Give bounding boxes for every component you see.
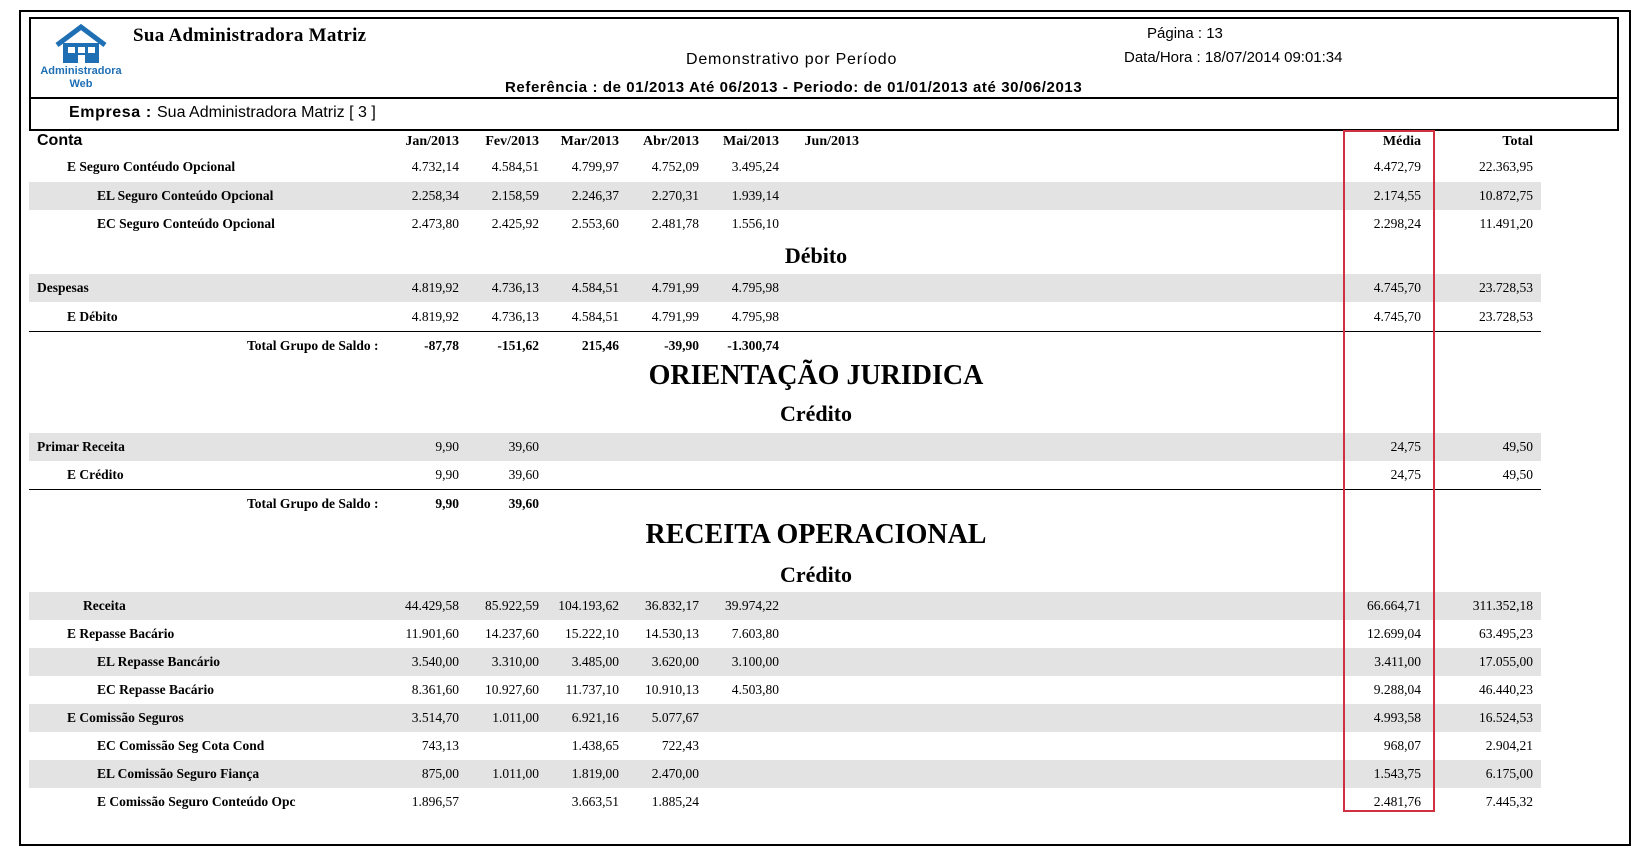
total-fev: 39,60 — [508, 496, 539, 511]
value-abr: 10.910,13 — [645, 682, 699, 697]
value-abr: 722,43 — [661, 738, 699, 753]
account-label: E Repasse Bacário — [67, 626, 175, 641]
value-media: 968,07 — [1383, 738, 1421, 753]
table-row — [29, 274, 1541, 302]
value-total: 23.728,53 — [1479, 280, 1533, 295]
value-jan: 11.901,60 — [405, 626, 459, 641]
value-mar: 6.921,16 — [571, 710, 619, 725]
value-mai: 4.795,98 — [731, 280, 779, 295]
total-mar: 215,46 — [581, 338, 619, 353]
total-fev: -151,62 — [497, 338, 539, 353]
section-heading-debito: Débito — [784, 243, 848, 268]
value-jan: 9,90 — [435, 439, 459, 454]
section-heading-credito: Crédito — [779, 401, 853, 426]
value-total: 2.904,21 — [1485, 738, 1533, 753]
account-label: EL Repasse Bancário — [97, 654, 221, 669]
col-header-jan: Jan/2013 — [405, 134, 459, 149]
value-abr: 2.470,00 — [651, 766, 699, 781]
value-jan: 4.819,92 — [411, 280, 459, 295]
value-mar: 1.438,65 — [571, 738, 619, 753]
col-header-jun: Jun/2013 — [804, 134, 859, 149]
section-heading-receita-operacional: RECEITA OPERACIONAL — [645, 519, 987, 550]
col-header-fev: Fev/2013 — [485, 134, 539, 149]
value-abr: 5.077,67 — [651, 710, 699, 725]
table-row — [29, 704, 1541, 732]
account-label: E Seguro Contéudo Opcional — [67, 159, 236, 174]
value-mai: 4.503,80 — [731, 682, 779, 697]
account-label: E Crédito — [67, 467, 124, 482]
account-label: EL Seguro Conteúdo Opcional — [97, 188, 274, 203]
value-mar: 2.553,60 — [571, 216, 619, 231]
account-label: E Comissão Seguro Conteúdo Opc — [97, 794, 296, 809]
value-fev: 85.922,59 — [485, 598, 539, 613]
empresa-label: Empresa : — [69, 104, 152, 121]
value-fev: 4.584,51 — [491, 159, 539, 174]
value-media: 1.543,75 — [1373, 766, 1421, 781]
value-mar: 15.222,10 — [565, 626, 619, 641]
value-media: 4.993,58 — [1373, 710, 1421, 725]
value-mai: 1.939,14 — [731, 188, 779, 203]
value-jan: 2.258,34 — [411, 188, 459, 203]
value-abr: 2.270,31 — [651, 188, 699, 203]
value-mar: 2.246,37 — [571, 188, 619, 203]
value-mar: 11.737,10 — [565, 682, 619, 697]
value-mar: 104.193,62 — [558, 598, 619, 613]
account-label: E Débito — [67, 309, 118, 324]
value-abr: 4.791,99 — [651, 280, 699, 295]
value-total: 22.363,95 — [1479, 159, 1533, 174]
value-fev: 14.237,60 — [485, 626, 539, 641]
col-header-mai: Mai/2013 — [723, 134, 779, 149]
logo-text-line2: Web — [69, 78, 93, 90]
report-reference: Referência : de 01/2013 Até 06/2013 - Periodo: de 01/01/2013 até 30/06/2013 — [505, 79, 1083, 96]
table-row — [29, 153, 1541, 181]
value-fev: 3.310,00 — [491, 654, 539, 669]
logo-text-line1: Administradora — [40, 65, 122, 77]
col-header-mar: Mar/2013 — [560, 134, 619, 149]
value-fev: 2.425,92 — [491, 216, 539, 231]
table-row — [29, 620, 1541, 648]
value-abr: 2.481,78 — [651, 216, 699, 231]
value-mai: 39.974,22 — [725, 598, 779, 613]
total-mai: -1.300,74 — [727, 338, 779, 353]
value-jan: 3.514,70 — [411, 710, 459, 725]
value-total: 311.352,18 — [1472, 598, 1533, 613]
media-column-highlight — [1343, 130, 1435, 812]
table-row — [29, 433, 1541, 461]
value-abr: 4.752,09 — [651, 159, 699, 174]
page-number: Página : 13 — [1147, 25, 1223, 42]
section-heading-orientacao-juridica: ORIENTAÇÃO JURIDICA — [648, 360, 984, 391]
total-jan: -87,78 — [424, 338, 459, 353]
value-total: 11.491,20 — [1479, 216, 1533, 231]
total-label: Total Grupo de Saldo : — [247, 338, 379, 353]
value-total: 6.175,00 — [1485, 766, 1533, 781]
value-abr: 1.885,24 — [651, 794, 699, 809]
value-total: 10.872,75 — [1479, 188, 1533, 203]
value-media: 4.745,70 — [1373, 280, 1421, 295]
col-header-media: Média — [1382, 134, 1421, 149]
value-fev: 39,60 — [508, 467, 539, 482]
col-header-conta: Conta — [37, 132, 83, 149]
table-row — [29, 592, 1541, 620]
table-row — [29, 676, 1541, 704]
value-total: 16.524,53 — [1479, 710, 1533, 725]
value-mar: 3.485,00 — [571, 654, 619, 669]
value-mar: 4.584,51 — [571, 309, 619, 324]
value-abr: 36.832,17 — [645, 598, 699, 613]
report-page — [19, 10, 1631, 846]
value-mar: 4.584,51 — [571, 280, 619, 295]
value-jan: 4.819,92 — [411, 309, 459, 324]
table-row — [29, 788, 1541, 816]
value-jan: 1.896,57 — [411, 794, 459, 809]
report-datetime: Data/Hora : 18/07/2014 09:01:34 — [1124, 49, 1343, 66]
report-title: Demonstrativo por Período — [686, 51, 898, 68]
value-mar: 1.819,00 — [571, 766, 619, 781]
value-media: 2.174,55 — [1373, 188, 1421, 203]
value-fev: 39,60 — [508, 439, 539, 454]
value-total: 17.055,00 — [1479, 654, 1533, 669]
total-abr: -39,90 — [664, 338, 699, 353]
value-mai: 3.100,00 — [731, 654, 779, 669]
value-jan: 3.540,00 — [411, 654, 459, 669]
account-label: EC Comissão Seg Cota Cond — [97, 738, 265, 753]
value-total: 7.445,32 — [1485, 794, 1533, 809]
report-header — [29, 17, 1619, 99]
value-jan: 2.473,80 — [411, 216, 459, 231]
value-jan: 8.361,60 — [411, 682, 459, 697]
account-label: Primar Receita — [37, 439, 125, 454]
value-media: 3.411,00 — [1374, 654, 1421, 669]
value-fev: 1.011,00 — [492, 766, 539, 781]
value-jan: 9,90 — [435, 467, 459, 482]
value-mai: 4.795,98 — [731, 309, 779, 324]
total-label: Total Grupo de Saldo : — [247, 496, 379, 511]
value-media: 12.699,04 — [1367, 626, 1421, 641]
col-header-total: Total — [1502, 134, 1533, 149]
value-total: 49,50 — [1502, 467, 1533, 482]
value-total: 49,50 — [1502, 439, 1533, 454]
total-jan: 9,90 — [435, 496, 459, 511]
value-fev: 10.927,60 — [485, 682, 539, 697]
table-row — [29, 303, 1541, 331]
value-total: 63.495,23 — [1479, 626, 1533, 641]
value-jan: 44.429,58 — [405, 598, 459, 613]
value-media: 66.664,71 — [1367, 598, 1421, 613]
account-label: E Comissão Seguros — [67, 710, 184, 725]
value-abr: 3.620,00 — [651, 654, 699, 669]
value-media: 24,75 — [1390, 467, 1421, 482]
table-row — [29, 760, 1541, 788]
value-media: 24,75 — [1390, 439, 1421, 454]
administradora-web-logo — [35, 23, 127, 93]
value-jan: 4.732,14 — [411, 159, 459, 174]
value-mai: 1.556,10 — [731, 216, 779, 231]
value-fev: 1.011,00 — [492, 710, 539, 725]
account-label: Receita — [83, 598, 126, 613]
value-fev: 4.736,13 — [491, 280, 539, 295]
account-label: EC Repasse Bacário — [97, 682, 214, 697]
value-media: 4.745,70 — [1373, 309, 1421, 324]
section-heading-credito: Crédito — [779, 562, 853, 587]
company-name: Sua Administradora Matriz — [133, 25, 367, 46]
account-label: EL Comissão Seguro Fiança — [97, 766, 260, 781]
value-total: 23.728,53 — [1479, 309, 1533, 324]
total-row — [29, 490, 1541, 518]
value-jan: 875,00 — [421, 766, 459, 781]
value-mar: 3.663,51 — [571, 794, 619, 809]
value-media: 2.298,24 — [1373, 216, 1421, 231]
value-total: 46.440,23 — [1479, 682, 1533, 697]
value-abr: 4.791,99 — [651, 309, 699, 324]
value-media: 2.481,76 — [1373, 794, 1421, 809]
table-row — [29, 461, 1541, 489]
account-label: Despesas — [37, 280, 89, 295]
house-logo-icon — [35, 23, 127, 67]
value-jan: 743,13 — [421, 738, 459, 753]
table-row — [29, 210, 1541, 238]
value-fev: 2.158,59 — [491, 188, 539, 203]
empresa-value: Sua Administradora Matriz [ 3 ] — [157, 104, 376, 121]
value-mai: 7.603,80 — [731, 626, 779, 641]
value-fev: 4.736,13 — [491, 309, 539, 324]
value-media: 9.288,04 — [1373, 682, 1421, 697]
table-row — [29, 648, 1541, 676]
value-abr: 14.530,13 — [645, 626, 699, 641]
empresa-bar — [29, 99, 1619, 131]
col-header-abr: Abr/2013 — [643, 134, 699, 149]
value-media: 4.472,79 — [1373, 159, 1421, 174]
total-row — [29, 332, 1541, 360]
table-row — [29, 182, 1541, 210]
value-mar: 4.799,97 — [571, 159, 619, 174]
value-mai: 3.495,24 — [731, 159, 779, 174]
table-row — [29, 732, 1541, 760]
account-label: EC Seguro Conteúdo Opcional — [97, 216, 275, 231]
